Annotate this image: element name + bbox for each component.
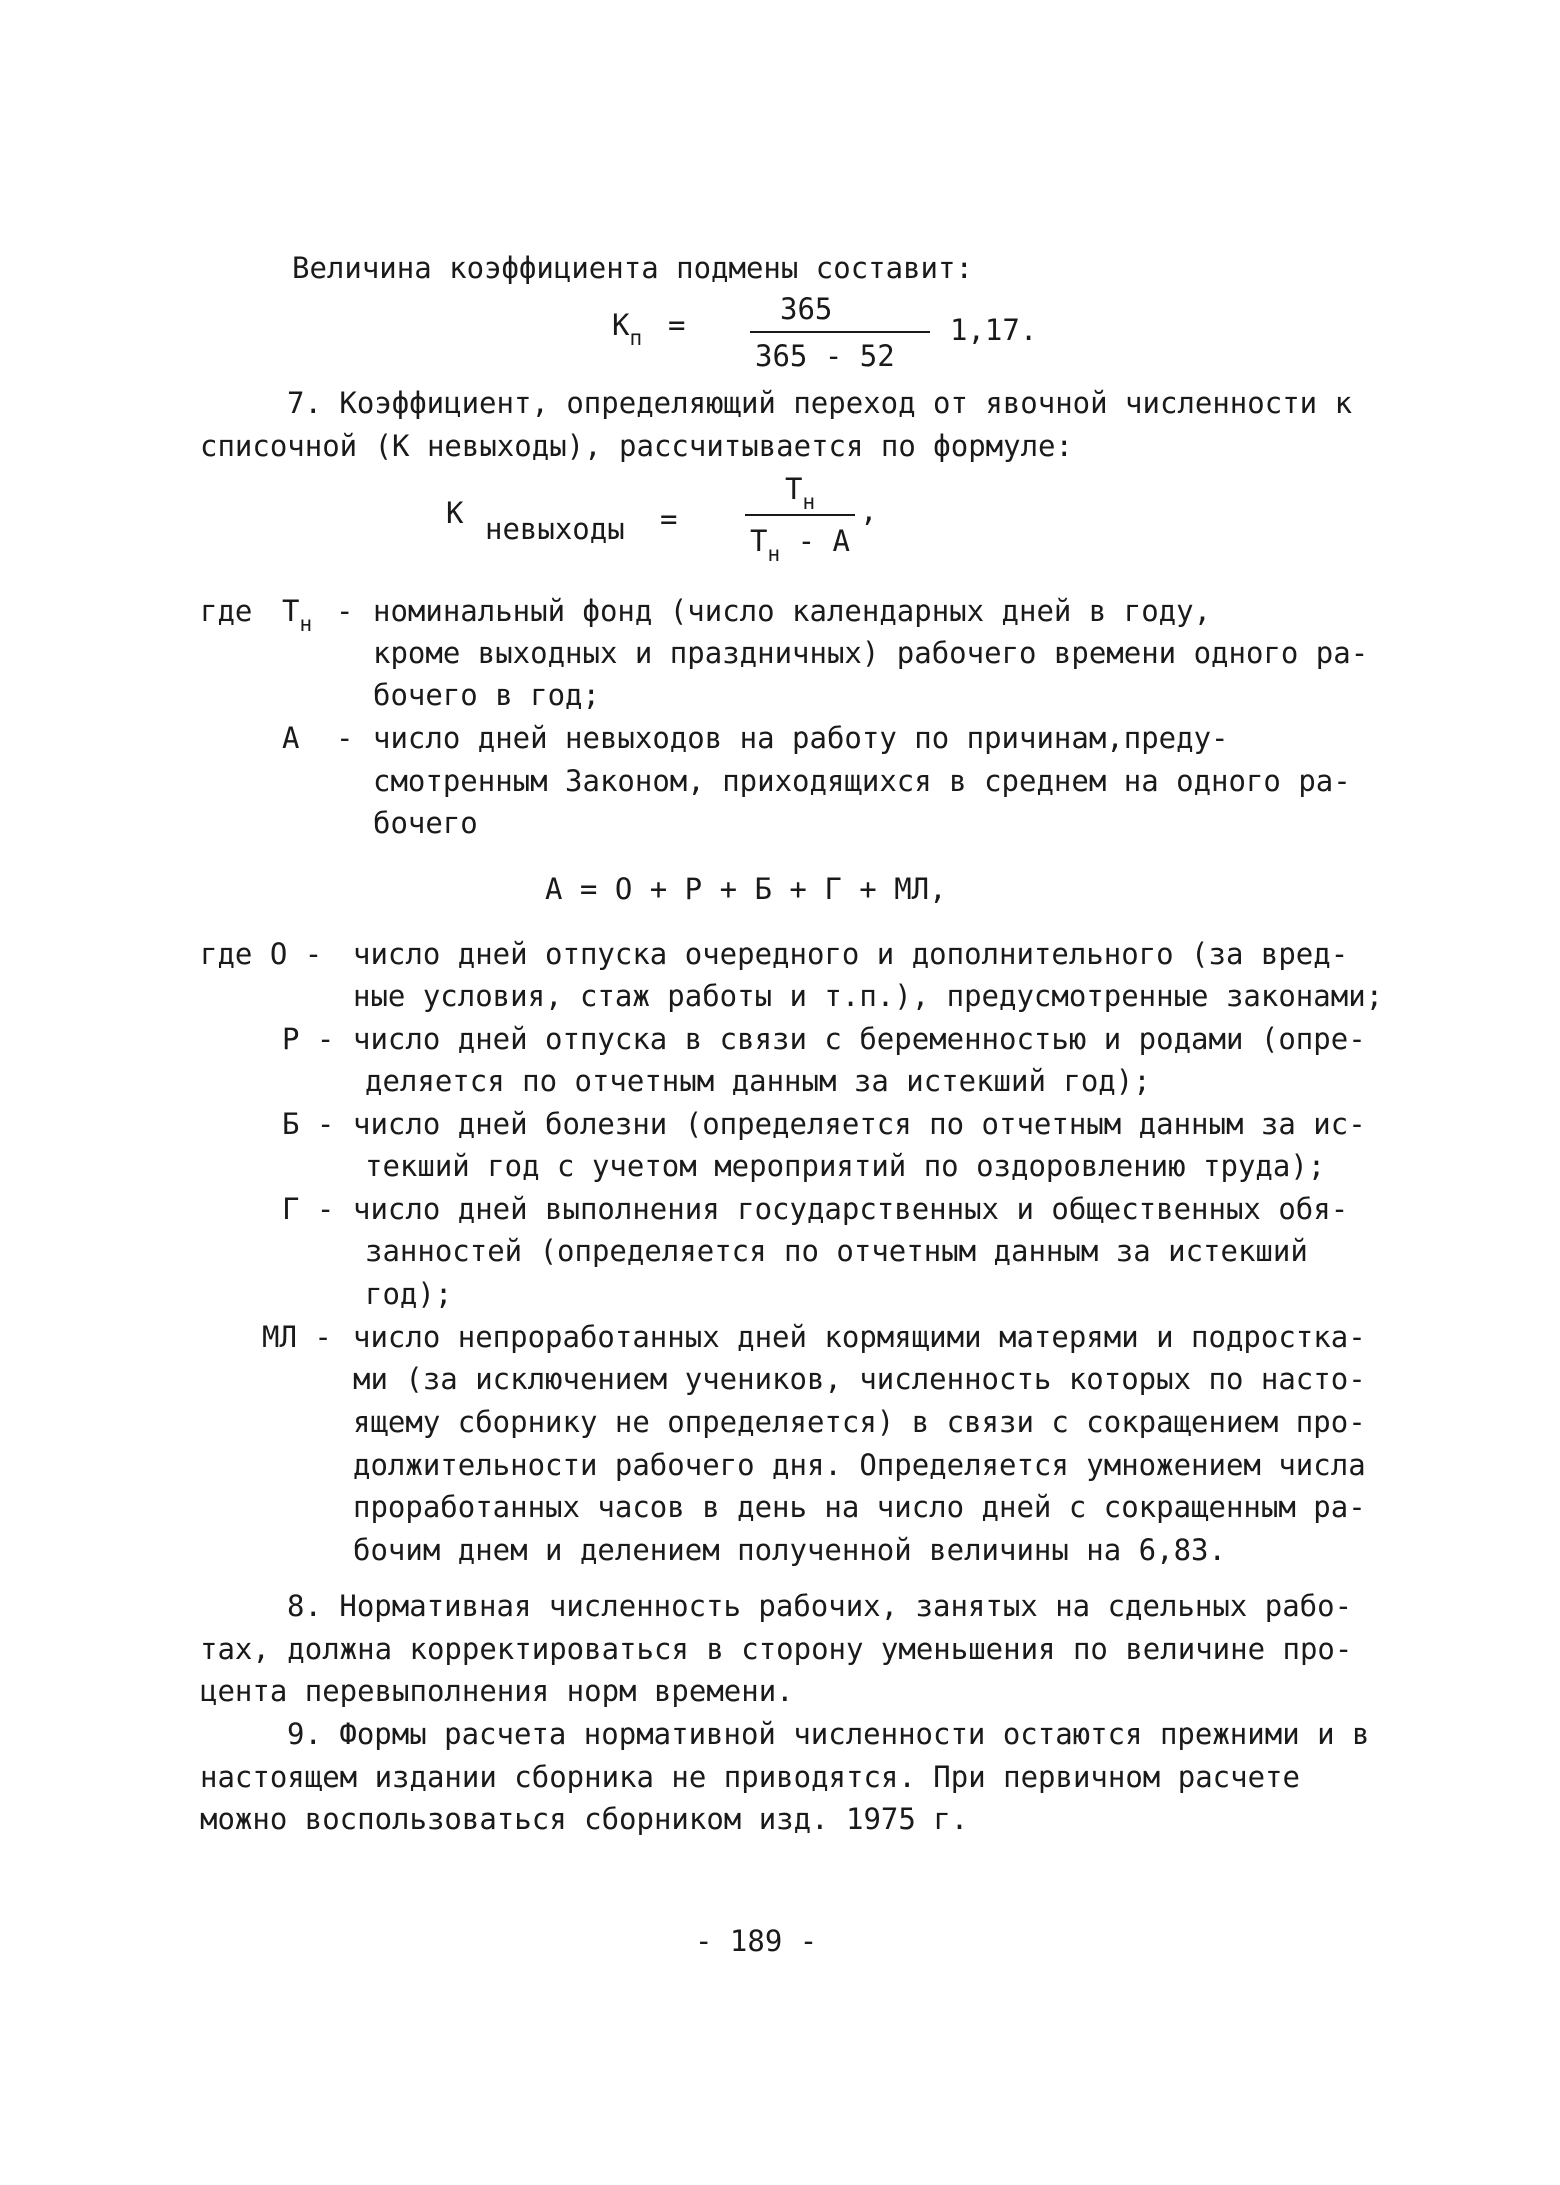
p8-line3: цента перевыполнения норм времени. <box>200 1674 794 1708</box>
def-b-label: Б - <box>282 1107 335 1141</box>
def1-where: где <box>200 594 253 628</box>
formula2-den-rest: - А <box>780 524 850 558</box>
def-g-line1: число дней выполнения государственных и общественных обя- <box>353 1192 1349 1226</box>
def-ml-line2: ми (за исключением учеников, численность которых по насто- <box>353 1362 1366 1396</box>
formula2-fraction-bar <box>745 514 855 516</box>
def2-line2: смотренным Законом, приходящихся в среднем на одного ра- <box>373 764 1351 798</box>
formula2-comma: , <box>860 494 878 528</box>
formula1-numerator: 365 <box>780 292 833 326</box>
def1-symbol: Т <box>282 594 300 628</box>
def-ml-line3: ящему сборнику не определяется) в связи с сокращением про- <box>353 1405 1366 1439</box>
formula2-den-sub: н <box>767 542 781 566</box>
formula-absence-sum: А = О + Р + Б + Г + МЛ, <box>545 872 947 906</box>
formula1-eq: = <box>668 308 686 342</box>
def-r-label: Р - <box>282 1022 335 1056</box>
formula1-denominator: 365 - 52 <box>755 339 895 373</box>
def-ml-line1: число непроработанных дней кормящими матерями и подростка- <box>353 1320 1366 1354</box>
p9-line2: настоящем издании сборника не приводятся. При первичном расчете <box>200 1760 1300 1794</box>
def-ml-label: МЛ - <box>262 1320 332 1354</box>
def-g-label: Г - <box>282 1192 335 1226</box>
def-o-line1: число дней отпуска очередного и дополнительного (за вред- <box>353 937 1349 971</box>
p9-line1: 9. Формы расчета нормативной численности остаются прежними и в <box>287 1717 1370 1751</box>
def-ml-line5: проработанных часов в день на число дней с сокращенным ра- <box>353 1490 1366 1524</box>
def-g-line2: занностей (определяется по отчетным данным за истекший <box>365 1234 1308 1268</box>
def-ml-line6: бочим днем и делением полученной величины на 6,83. <box>353 1533 1226 1567</box>
formula1-lhs-sub: п <box>629 326 643 350</box>
page-number: - 189 - <box>695 1924 818 1958</box>
p8-line1: 8. Нормативная численность рабочих, занятых на сдельных рабо- <box>287 1589 1353 1623</box>
def2-symbol: А <box>282 721 300 755</box>
formula1-fraction-bar <box>750 331 930 333</box>
formula1-lhs: К <box>612 308 630 342</box>
def-b-line1: число дней болезни (определяется по отчетным данным за ис- <box>353 1107 1366 1141</box>
formula2-numerator-sub: н <box>802 490 816 514</box>
def1-symbol-sub: н <box>299 612 313 636</box>
formula2-lhs-sub: невыходы <box>485 512 625 546</box>
def1-line1: номинальный фонд (число календарных дней в году, <box>373 594 1212 628</box>
def-o-label: где О - <box>200 937 323 971</box>
formula2-lhs: К <box>446 496 464 530</box>
p7-line1: 7. Коэффициент, определяющий переход от явочной численности к <box>287 386 1353 420</box>
def2-line3: бочего <box>373 806 478 840</box>
coef-intro: Величина коэффициента подмены составит: <box>292 251 973 285</box>
def-r-line2: деляется по отчетным данным за истекший год); <box>365 1064 1151 1098</box>
def-r-line1: число дней отпуска в связи с беременностью и родами (опре- <box>353 1022 1366 1056</box>
formula2-den: Т <box>750 524 768 558</box>
def2-line1: число дней невыходов на работу по причинам,преду- <box>373 721 1229 755</box>
def1-line3: бочего в год; <box>373 678 600 712</box>
formula1-result: 1,17. <box>950 313 1038 347</box>
def-b-line2: текший год с учетом мероприятий по оздоровлению труда); <box>365 1149 1326 1183</box>
def1-line2: кроме выходных и праздничных) рабочего времени одного ра- <box>373 636 1369 670</box>
def2-dash: - <box>336 721 354 755</box>
formula2-numerator: Т <box>785 472 803 506</box>
def-ml-line4: должительности рабочего дня. Определяется умножением числа <box>353 1448 1366 1482</box>
def-g-line3: год); <box>365 1277 453 1311</box>
p7-line2: списочной (К невыходы), рассчитывается по формуле: <box>200 429 1073 463</box>
p9-line3: можно воспользоваться сборником изд. 1975 г. <box>200 1802 969 1836</box>
def-o-line2: ные условия, стаж работы и т.п.), предусмотренные законами; <box>353 979 1384 1013</box>
def1-dash: - <box>336 594 354 628</box>
p8-line2: тах, должна корректироваться в сторону уменьшения по величине про- <box>200 1632 1353 1666</box>
formula2-eq: = <box>660 502 678 536</box>
